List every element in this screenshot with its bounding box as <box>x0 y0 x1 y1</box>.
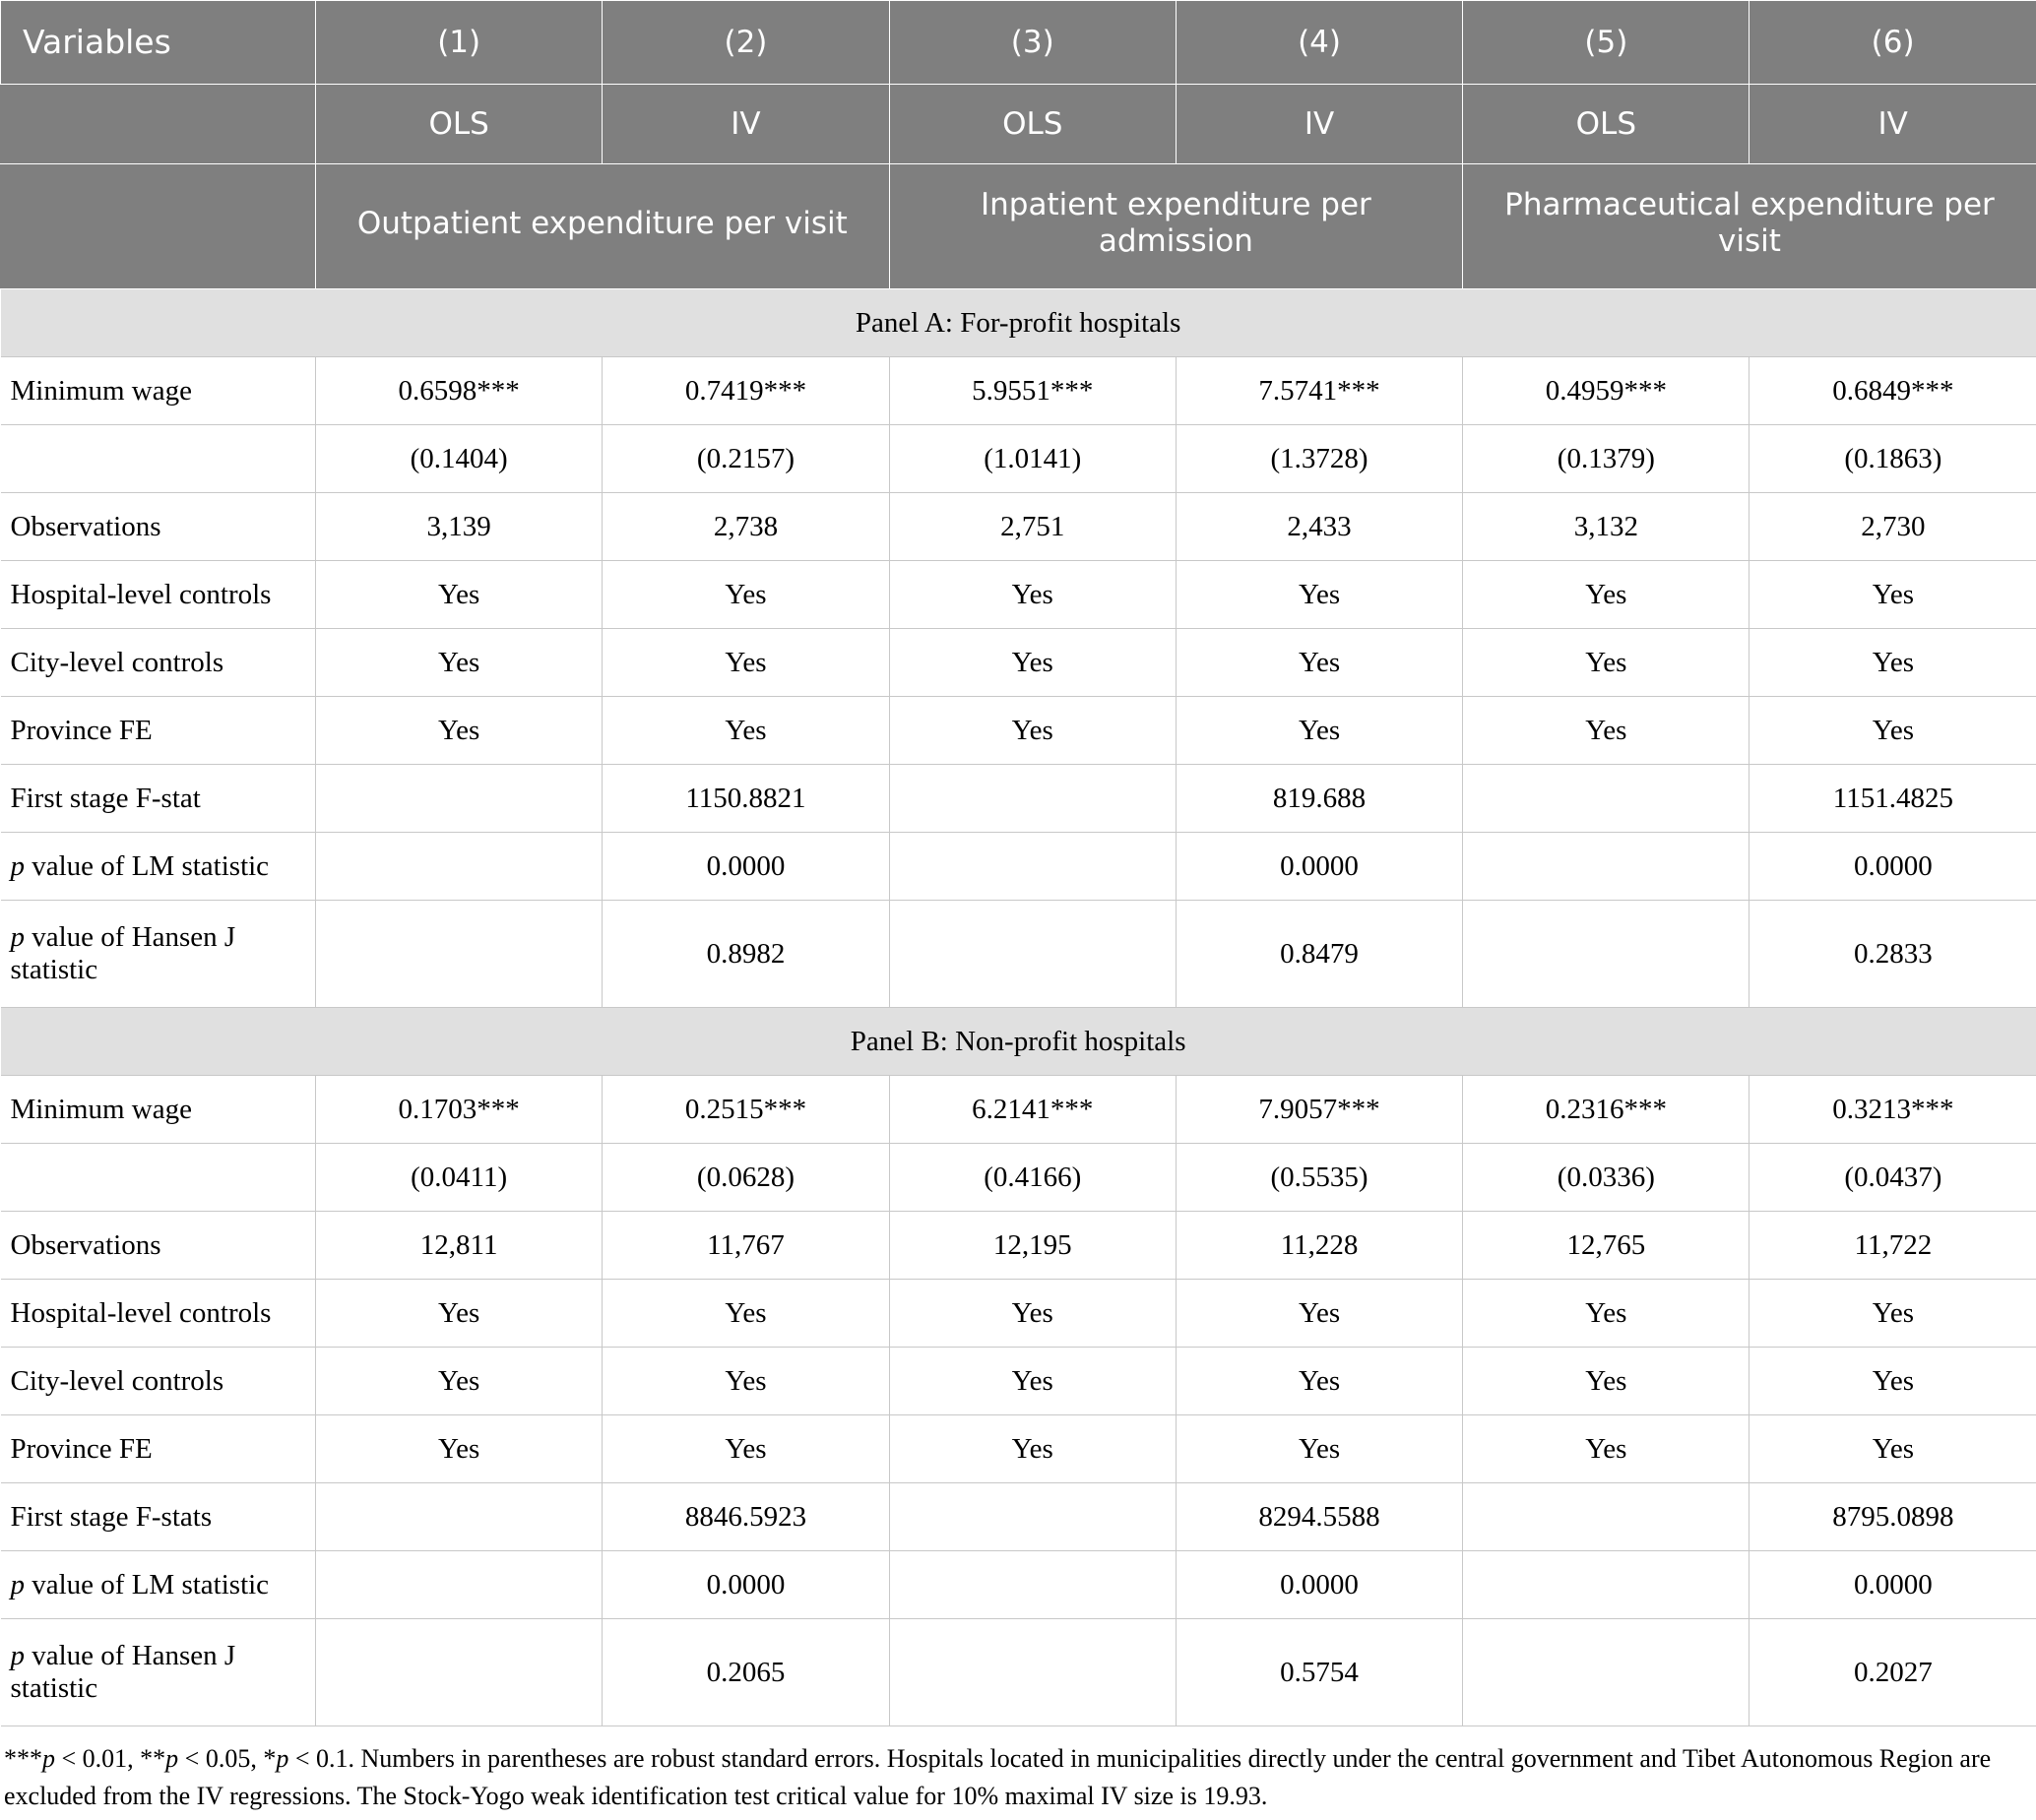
table-row <box>1 1076 2036 1144</box>
table-cell: Yes <box>1463 697 1750 765</box>
header-blank-cell-1 <box>1 85 316 164</box>
table-cell: 7.5741*** <box>1176 357 1462 425</box>
table-cell: 11,767 <box>603 1212 889 1280</box>
table-header <box>1 1 2036 289</box>
table-cell: 6.2141*** <box>889 1076 1176 1144</box>
table-row <box>1 1483 2036 1551</box>
table-cell: Yes <box>603 1348 889 1415</box>
table-cell: 0.4959*** <box>1463 357 1750 425</box>
table-cell: 0.0000 <box>603 833 889 901</box>
table-cell: Yes <box>1176 697 1462 765</box>
table-cell: 7.9057*** <box>1176 1076 1462 1144</box>
row-label: Province FE <box>1 697 316 765</box>
table-cell: Yes <box>1750 1415 2036 1483</box>
row-label-italic: p <box>11 1569 26 1600</box>
table-cell <box>1463 1551 1750 1619</box>
table-cell: Yes <box>603 629 889 697</box>
table-cell: 12,765 <box>1463 1212 1750 1280</box>
table-cell: Yes <box>1463 561 1750 629</box>
row-label-italic: p <box>11 850 26 882</box>
table-cell: (0.1379) <box>1463 425 1750 493</box>
row-label-rest: value of Hansen J statistic <box>11 1640 236 1704</box>
table-cell: 0.5754 <box>1176 1619 1462 1726</box>
table-cell: Yes <box>603 1415 889 1483</box>
panel-header-row <box>1 1008 2036 1076</box>
table-cell: Yes <box>889 1348 1176 1415</box>
table-cell: 3,139 <box>316 493 603 561</box>
table-cell: 2,730 <box>1750 493 2036 561</box>
footnote-segment: p <box>42 1744 55 1773</box>
table-cell <box>889 901 1176 1008</box>
table-cell <box>1463 833 1750 901</box>
table-row <box>1 1415 2036 1483</box>
table-cell: (1.3728) <box>1176 425 1462 493</box>
table-cell: Yes <box>1176 1348 1462 1415</box>
table-cell: 0.0000 <box>1750 1551 2036 1619</box>
footnote-segment: < 0.05, * <box>178 1744 276 1773</box>
table-cell: Yes <box>1176 1415 1462 1483</box>
table-row <box>1 1212 2036 1280</box>
row-label-italic: p <box>11 1640 26 1671</box>
table-cell: Yes <box>1463 629 1750 697</box>
table-cell: 12,811 <box>316 1212 603 1280</box>
table-cell: 2,738 <box>603 493 889 561</box>
table-footnote <box>0 1726 2036 1820</box>
row-label: City-level controls <box>1 1348 316 1415</box>
row-label: Hospital-level controls <box>1 1280 316 1348</box>
table-cell: Yes <box>1463 1415 1750 1483</box>
table-cell <box>1463 1483 1750 1551</box>
table-cell: Yes <box>1750 1280 2036 1348</box>
table-cell: 3,132 <box>1463 493 1750 561</box>
table-cell: (0.0336) <box>1463 1144 1750 1212</box>
table-cell: 819.688 <box>1176 765 1462 833</box>
row-label: Minimum wage <box>1 1076 316 1144</box>
table-cell <box>889 1483 1176 1551</box>
header-estimator-2: IV <box>603 85 889 164</box>
header-variables-label: Variables <box>1 1 316 85</box>
panel-header-row <box>1 289 2036 357</box>
table-cell <box>1463 1619 1750 1726</box>
row-label: First stage F-stat <box>1 765 316 833</box>
table-cell: 2,433 <box>1176 493 1462 561</box>
header-blank-cell-2 <box>1 164 316 289</box>
row-label <box>1 833 316 901</box>
header-row-column-numbers <box>1 1 2036 85</box>
table-cell: 1150.8821 <box>603 765 889 833</box>
footnote-segment: p <box>276 1744 288 1773</box>
row-label: Minimum wage <box>1 357 316 425</box>
table-cell: 0.2316*** <box>1463 1076 1750 1144</box>
table-cell: 11,228 <box>1176 1212 1462 1280</box>
table-cell: Yes <box>889 561 1176 629</box>
table-cell: Yes <box>316 1280 603 1348</box>
header-estimator-4: IV <box>1176 85 1462 164</box>
table-cell: 0.1703*** <box>316 1076 603 1144</box>
table-cell: Yes <box>1750 1348 2036 1415</box>
header-col-number-4: (4) <box>1176 1 1462 85</box>
table-cell: 0.0000 <box>1176 833 1462 901</box>
table-cell <box>1463 901 1750 1008</box>
table-cell: 8795.0898 <box>1750 1483 2036 1551</box>
table-row <box>1 1144 2036 1212</box>
row-label: Observations <box>1 1212 316 1280</box>
table-row <box>1 561 2036 629</box>
table-cell: 0.2833 <box>1750 901 2036 1008</box>
header-estimator-3: OLS <box>889 85 1176 164</box>
row-label-rest: value of LM statistic <box>25 850 269 882</box>
row-label <box>1 1619 316 1726</box>
header-col-number-2: (2) <box>603 1 889 85</box>
table-cell: Yes <box>1176 1280 1462 1348</box>
table-cell: (0.2157) <box>603 425 889 493</box>
table-cell: 0.6598*** <box>316 357 603 425</box>
table-cell: Yes <box>1750 629 2036 697</box>
row-label-rest: value of LM statistic <box>25 1569 269 1600</box>
header-col-number-1: (1) <box>316 1 603 85</box>
table-row <box>1 425 2036 493</box>
table-cell: Yes <box>316 561 603 629</box>
header-group-pharmaceutical: Pharmaceutical expenditure per visit <box>1463 164 2036 289</box>
table-cell <box>316 1619 603 1726</box>
table-cell: 8846.5923 <box>603 1483 889 1551</box>
table-cell: Yes <box>1750 697 2036 765</box>
table-cell: Yes <box>1176 629 1462 697</box>
table-cell <box>889 765 1176 833</box>
table-cell: (0.0628) <box>603 1144 889 1212</box>
table-cell: (0.1404) <box>316 425 603 493</box>
table-cell: Yes <box>889 629 1176 697</box>
table-row <box>1 833 2036 901</box>
table-row <box>1 1280 2036 1348</box>
table-cell: 11,722 <box>1750 1212 2036 1280</box>
table-row <box>1 765 2036 833</box>
row-label: First stage F-stats <box>1 1483 316 1551</box>
header-col-number-6: (6) <box>1750 1 2036 85</box>
table-cell: 0.2515*** <box>603 1076 889 1144</box>
header-group-inpatient: Inpatient expenditure per admission <box>889 164 1463 289</box>
table-cell: (0.1863) <box>1750 425 2036 493</box>
table-cell: (1.0141) <box>889 425 1176 493</box>
footnote-segment: *** <box>4 1744 42 1773</box>
table-cell: 8294.5588 <box>1176 1483 1462 1551</box>
table-cell: 0.8982 <box>603 901 889 1008</box>
panel-title: Panel A: For-profit hospitals <box>1 289 2036 357</box>
table-cell: (0.0437) <box>1750 1144 2036 1212</box>
table-row <box>1 629 2036 697</box>
header-estimator-5: OLS <box>1463 85 1750 164</box>
table-cell: Yes <box>603 697 889 765</box>
table-cell: (0.0411) <box>316 1144 603 1212</box>
table-cell: 0.0000 <box>1176 1551 1462 1619</box>
header-col-number-5: (5) <box>1463 1 1750 85</box>
table-cell: 0.8479 <box>1176 901 1462 1008</box>
table-row <box>1 901 2036 1008</box>
row-label <box>1 425 316 493</box>
table-cell: 2,751 <box>889 493 1176 561</box>
table-cell <box>316 765 603 833</box>
header-estimator-6: IV <box>1750 85 2036 164</box>
table-cell: 1151.4825 <box>1750 765 2036 833</box>
table-cell: 0.2065 <box>603 1619 889 1726</box>
header-group-outpatient: Outpatient expenditure per visit <box>316 164 890 289</box>
row-label: Province FE <box>1 1415 316 1483</box>
table-row <box>1 1348 2036 1415</box>
table-cell <box>316 1483 603 1551</box>
table-cell: Yes <box>889 1415 1176 1483</box>
row-label <box>1 1551 316 1619</box>
panel-title: Panel B: Non-profit hospitals <box>1 1008 2036 1076</box>
table-cell: 0.3213*** <box>1750 1076 2036 1144</box>
table-cell: Yes <box>889 697 1176 765</box>
table-cell <box>889 833 1176 901</box>
footnote-segment: < 0.1. Numbers in parentheses are robust standard errors. Hospitals located in municipalities directly under the central government and Tibet Autonomous Region are excluded from the IV regressions. The Stock-Yogo weak identification test critical value for 10% maximal IV size is 19.93. <box>4 1744 1991 1810</box>
row-label <box>1 1144 316 1212</box>
table-cell: Yes <box>889 1280 1176 1348</box>
row-label: City-level controls <box>1 629 316 697</box>
table-cell: 12,195 <box>889 1212 1176 1280</box>
table-row <box>1 1551 2036 1619</box>
table-cell: Yes <box>1463 1280 1750 1348</box>
table-body <box>1 289 2036 1726</box>
table-cell: (0.4166) <box>889 1144 1176 1212</box>
table-cell: Yes <box>316 1415 603 1483</box>
table-cell: Yes <box>316 1348 603 1415</box>
row-label-rest: value of Hansen J statistic <box>11 921 236 985</box>
table-cell: 0.7419*** <box>603 357 889 425</box>
table-cell: Yes <box>316 697 603 765</box>
row-label: Hospital-level controls <box>1 561 316 629</box>
footnote-segment: < 0.01, ** <box>55 1744 165 1773</box>
footnote-segment: p <box>165 1744 178 1773</box>
table-cell <box>889 1619 1176 1726</box>
table-row <box>1 697 2036 765</box>
header-row-groups <box>1 164 2036 289</box>
table-cell <box>316 1551 603 1619</box>
table-cell: Yes <box>1463 1348 1750 1415</box>
table-row <box>1 357 2036 425</box>
table-cell: (0.5535) <box>1176 1144 1462 1212</box>
table-row <box>1 1619 2036 1726</box>
table-cell: 5.9551*** <box>889 357 1176 425</box>
header-col-number-3: (3) <box>889 1 1176 85</box>
table-cell: 0.2027 <box>1750 1619 2036 1726</box>
table-cell: Yes <box>316 629 603 697</box>
header-estimator-1: OLS <box>316 85 603 164</box>
table-cell: 0.6849*** <box>1750 357 2036 425</box>
row-label-italic: p <box>11 921 26 953</box>
table-cell <box>316 901 603 1008</box>
table-cell: Yes <box>1176 561 1462 629</box>
table-cell <box>889 1551 1176 1619</box>
header-row-estimators <box>1 85 2036 164</box>
table-cell: 0.0000 <box>1750 833 2036 901</box>
table-row <box>1 493 2036 561</box>
table-cell: 0.0000 <box>603 1551 889 1619</box>
table-cell: Yes <box>603 1280 889 1348</box>
table-cell <box>316 833 603 901</box>
row-label: Observations <box>1 493 316 561</box>
table-cell: Yes <box>603 561 889 629</box>
row-label <box>1 901 316 1008</box>
table-cell: Yes <box>1750 561 2036 629</box>
table-cell <box>1463 765 1750 833</box>
